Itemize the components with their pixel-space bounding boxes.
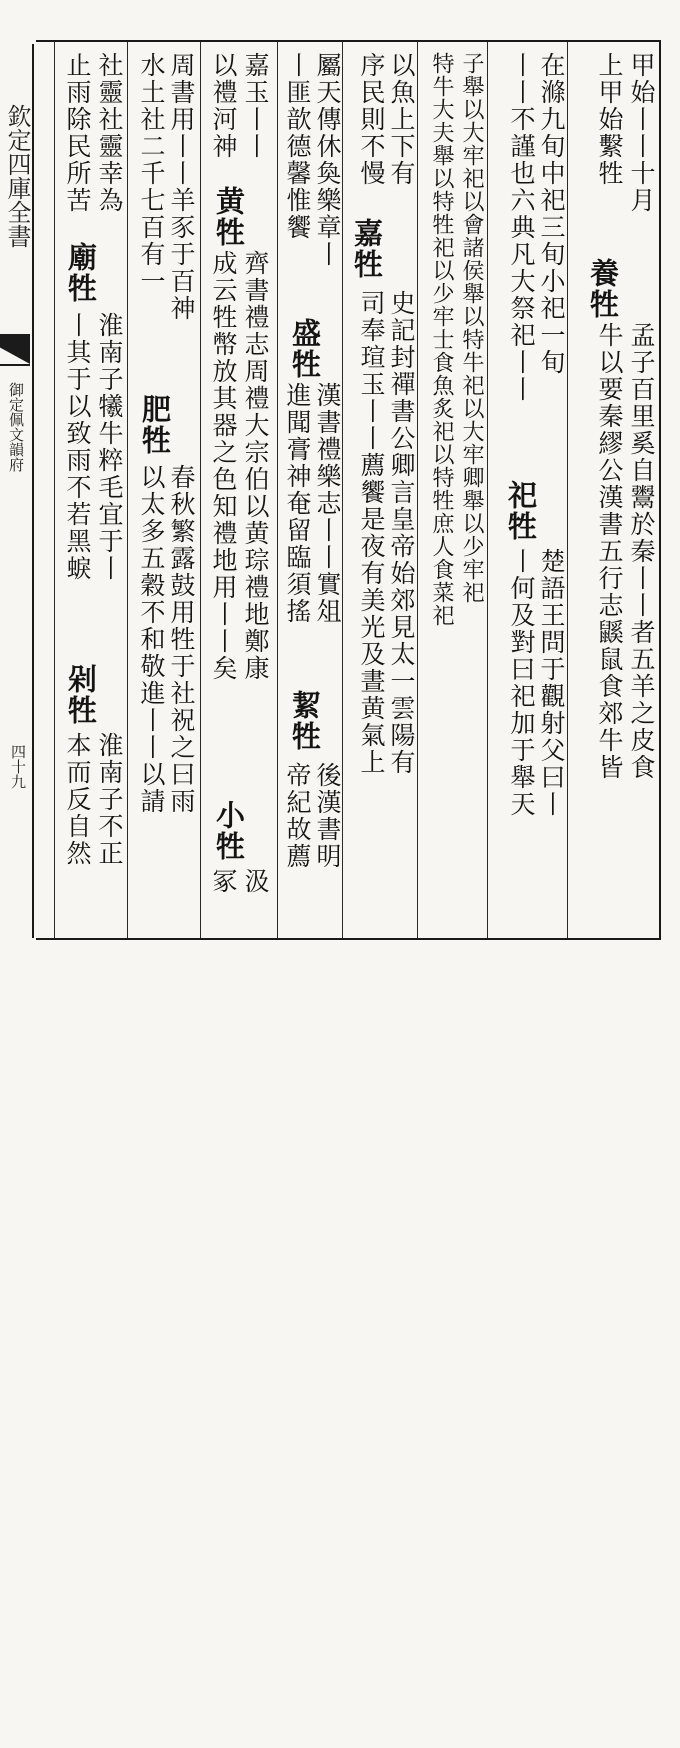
text-column: 春秋繁露鼓用牲于社祝之曰雨 — [167, 464, 196, 815]
column-rule — [567, 42, 568, 938]
text-column: 帝紀故薦 — [283, 762, 312, 870]
headword: 養牲 — [586, 258, 620, 320]
headword: 絜牲 — [288, 690, 322, 752]
headword: 盛牲 — [288, 318, 322, 380]
text-column: 牛以要秦繆公漢書五行志鼷鼠食郊牛皆 — [595, 322, 624, 781]
text-column: 楚語王問于觀射父曰丨 — [537, 548, 566, 818]
headword: 小牲 — [212, 800, 246, 862]
frame-right-border — [659, 40, 661, 940]
text-column: 齊書禮志周禮大宗伯以黄琮禮地鄭康 — [241, 250, 270, 682]
text-column: 丨何及對曰祀加于舉天 — [507, 548, 536, 818]
text-column: 周書用丨丨羊豕于百神 — [167, 52, 196, 322]
text-column: 嘉玉丨丨 — [241, 52, 270, 160]
margin-page-number: 四十九 — [9, 744, 27, 789]
text-column: 子舉以大牢祀以會諸侯舉以特牛祀以大牢卿舉以少牢祀 — [459, 52, 484, 604]
text-column: 成云牲幣放其器之色知禮地用丨丨矣 — [209, 250, 238, 682]
column-rule — [342, 42, 343, 938]
column-rule — [277, 42, 278, 938]
text-column: 後漢書明 — [313, 762, 342, 870]
text-column: 汲 — [241, 868, 270, 895]
fold-margin — [0, 44, 34, 938]
text-column: 上甲始繫牲 — [595, 52, 624, 187]
fishtail-mark-icon — [0, 334, 30, 364]
text-column: 以太多五穀不和敬進丨丨以請 — [137, 464, 166, 815]
headword: 廟牲 — [64, 242, 98, 304]
headword: 黄牲 — [212, 186, 246, 248]
headword: 嘉牲 — [350, 218, 384, 280]
text-column: 丨其于以致雨不若黑蜧 — [63, 312, 92, 582]
headword: 祀牲 — [504, 480, 538, 542]
frame-bottom-border — [36, 938, 661, 940]
text-column: 司奉瑄玉丨丨薦饗是夜有美光及晝黄氣上 — [357, 290, 386, 776]
text-column: 史記封禪書公卿言皇帝始郊見太一雲陽有 — [387, 290, 416, 776]
text-column: 特牛大夫舉以特牲祀以少牢士食魚炙祀以特牲庶人食菜祀 — [429, 52, 454, 627]
text-column: 冢 — [209, 868, 238, 895]
text-column: 社靈社靈幸為 — [95, 52, 124, 214]
margin-book-title: 御定佩文韻府 — [7, 382, 25, 472]
margin-title: 欽定四庫全書 — [3, 104, 31, 248]
text-column: 甲始丨丨十月 — [627, 52, 656, 214]
text-column: 屬天傳休奐樂章丨 — [313, 52, 342, 268]
text-column: 丨丨不謹也六典凡大祭祀丨丨 — [507, 52, 536, 403]
column-rule — [417, 42, 418, 938]
text-column: 淮南子不正 — [95, 732, 124, 867]
text-column: 以魚上下有 — [387, 52, 416, 187]
text-column: 序民則不慢 — [357, 52, 386, 187]
column-rule — [54, 42, 55, 938]
text-column: 以禮河神 — [209, 52, 238, 160]
column-rule — [200, 42, 201, 938]
fishtail-rule — [0, 364, 30, 378]
column-rule — [487, 42, 488, 938]
text-column: 水土社二千七百有一 — [137, 52, 166, 295]
text-column: 淮南子犧牛粹毛宜于丨 — [95, 312, 124, 582]
text-column: 本而反自然 — [63, 732, 92, 867]
text-column: 止雨除民所苦 — [63, 52, 92, 214]
text-column: 孟子百里奚自鬻於秦丨丨者五羊之皮食 — [627, 322, 656, 781]
headword: 剁牲 — [64, 664, 98, 726]
text-column: 進聞膏神奄留臨須搖 — [283, 382, 312, 625]
column-rule — [127, 42, 128, 938]
text-column: 丨匪歆德馨惟饗 — [283, 52, 312, 241]
headword: 肥牲 — [138, 394, 172, 456]
text-column: 漢書禮樂志丨丨實俎 — [313, 382, 342, 625]
text-column: 在滌九旬中祀三旬小祀一旬 — [537, 52, 566, 376]
